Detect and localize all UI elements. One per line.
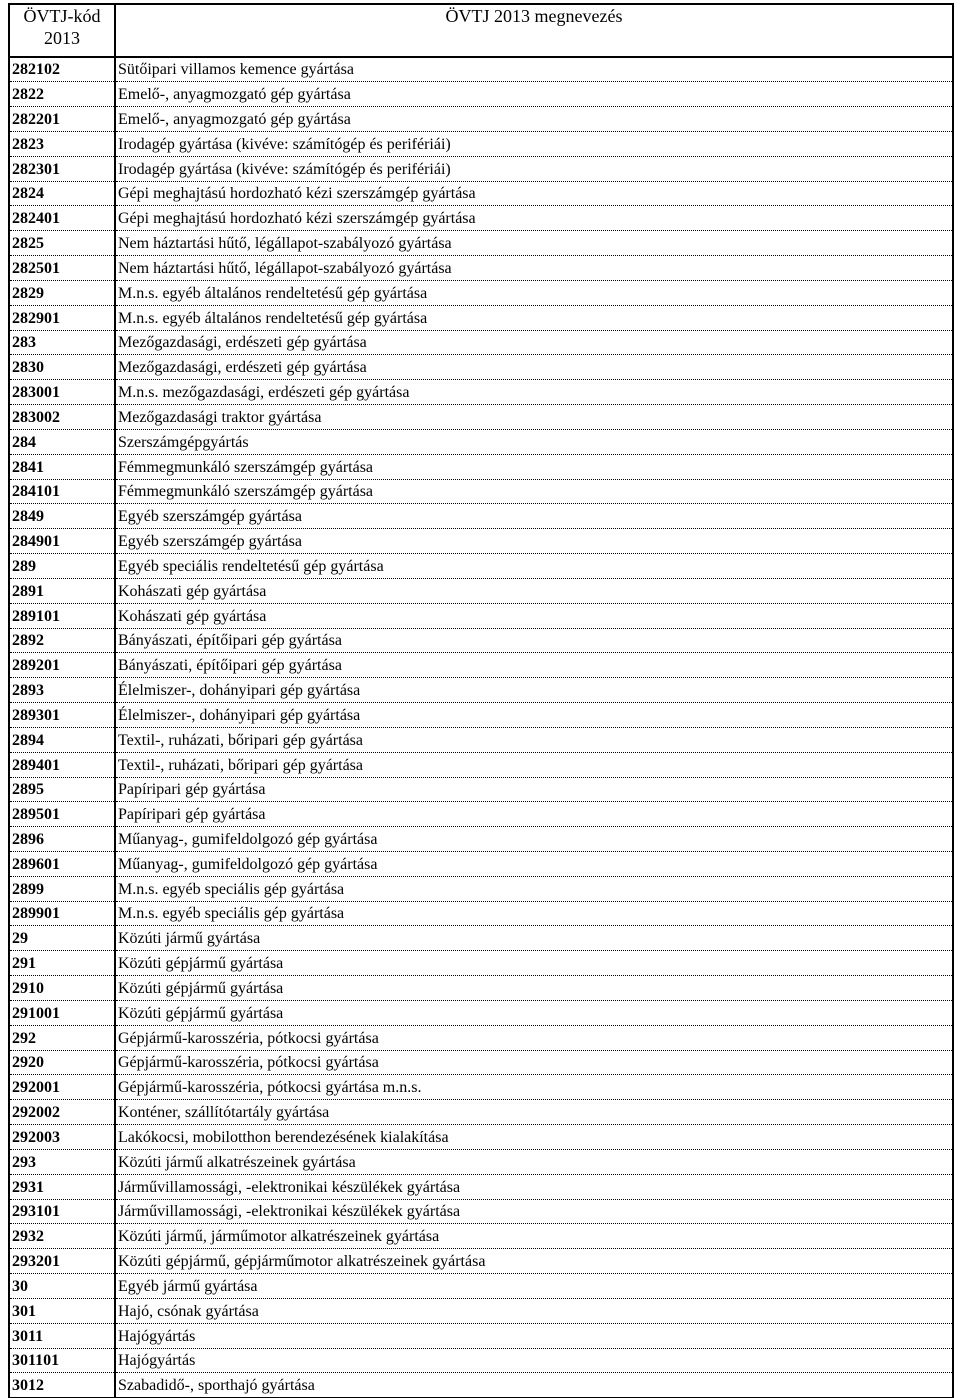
table-row <box>9 355 953 380</box>
row-code: 2841 <box>9 454 115 479</box>
table-row <box>9 1125 953 1150</box>
table-row <box>9 231 953 256</box>
row-name: Nem háztartási hűtő, légállapot-szabályozó gyártása <box>115 256 953 281</box>
table-row <box>9 156 953 181</box>
row-name: Bányászati, építőipari gép gyártása <box>115 653 953 678</box>
row-name: M.n.s. egyéb általános rendeltetésű gép gyártása <box>115 280 953 305</box>
table-row <box>9 1323 953 1348</box>
table-row <box>9 1000 953 1025</box>
row-name: Mezőgazdasági, erdészeti gép gyártása <box>115 355 953 380</box>
row-code: 284901 <box>9 529 115 554</box>
row-code: 29 <box>9 926 115 951</box>
row-code: 291 <box>9 951 115 976</box>
row-name: Élelmiszer-, dohányipari gép gyártása <box>115 678 953 703</box>
row-name: Konténer, szállítótartály gyártása <box>115 1100 953 1125</box>
table-row <box>9 380 953 405</box>
table-row <box>9 405 953 430</box>
table-header-row <box>9 4 953 57</box>
row-name: Egyéb speciális rendeltetésű gép gyártása <box>115 554 953 579</box>
row-name: Kohászati gép gyártása <box>115 603 953 628</box>
table-row <box>9 206 953 231</box>
row-code: 282102 <box>9 57 115 82</box>
row-code: 292002 <box>9 1100 115 1125</box>
row-name: Papíripari gép gyártása <box>115 802 953 827</box>
table-row <box>9 901 953 926</box>
row-name: Emelő-, anyagmozgató gép gyártása <box>115 82 953 107</box>
row-code: 2895 <box>9 777 115 802</box>
table-row <box>9 131 953 156</box>
code-header-title: ÖVTJ-kód <box>23 6 101 26</box>
row-code: 301101 <box>9 1348 115 1373</box>
row-name: Műanyag-, gumifeldolgozó gép gyártása <box>115 852 953 877</box>
row-name: Emelő-, anyagmozgató gép gyártása <box>115 107 953 132</box>
row-code: 292 <box>9 1025 115 1050</box>
row-code: 282501 <box>9 256 115 281</box>
row-code: 283001 <box>9 380 115 405</box>
row-name: Irodagép gyártása (kivéve: számítógép és perifériái) <box>115 131 953 156</box>
row-name: Közúti jármű gyártása <box>115 926 953 951</box>
row-code: 2910 <box>9 976 115 1001</box>
table-row <box>9 479 953 504</box>
row-name: Szerszámgépgyártás <box>115 429 953 454</box>
row-name: Textil-, ruházati, bőripari gép gyártása <box>115 727 953 752</box>
row-name: Élelmiszer-, dohányipari gép gyártása <box>115 703 953 728</box>
row-name: Közúti jármű, járműmotor alkatrészeinek gyártása <box>115 1224 953 1249</box>
row-name: Gépi meghajtású hordozható kézi szerszámgép gyártása <box>115 181 953 206</box>
table-row <box>9 1274 953 1299</box>
row-code: 3011 <box>9 1323 115 1348</box>
row-name: M.n.s. egyéb speciális gép gyártása <box>115 901 953 926</box>
name-column-header: ÖVTJ 2013 megnevezés <box>115 4 953 57</box>
table-row <box>9 827 953 852</box>
row-code: 293201 <box>9 1249 115 1274</box>
table-row <box>9 305 953 330</box>
row-code: 283 <box>9 330 115 355</box>
row-name: Nem háztartási hűtő, légállapot-szabályozó gyártása <box>115 231 953 256</box>
classification-table <box>8 3 954 1398</box>
row-code: 289201 <box>9 653 115 678</box>
row-code: 282401 <box>9 206 115 231</box>
table-row <box>9 976 953 1001</box>
row-code: 2932 <box>9 1224 115 1249</box>
row-code: 289501 <box>9 802 115 827</box>
table-row <box>9 429 953 454</box>
row-name: Mezőgazdasági traktor gyártása <box>115 405 953 430</box>
table-row <box>9 802 953 827</box>
row-code: 301 <box>9 1298 115 1323</box>
row-name: Közúti gépjármű, gépjárműmotor alkatrészeinek gyártása <box>115 1249 953 1274</box>
table-row <box>9 1298 953 1323</box>
row-code: 289401 <box>9 752 115 777</box>
row-name: Bányászati, építőipari gép gyártása <box>115 628 953 653</box>
table-row <box>9 603 953 628</box>
table-row <box>9 852 953 877</box>
row-code: 283002 <box>9 405 115 430</box>
table-row <box>9 876 953 901</box>
table-row <box>9 1249 953 1274</box>
row-name: Műanyag-, gumifeldolgozó gép gyártása <box>115 827 953 852</box>
table-row <box>9 1174 953 1199</box>
row-name: Járművillamossági, -elektronikai készülékek gyártása <box>115 1174 953 1199</box>
table-row <box>9 1149 953 1174</box>
table-row <box>9 951 953 976</box>
row-name: Kohászati gép gyártása <box>115 578 953 603</box>
row-code: 2894 <box>9 727 115 752</box>
row-name: Sütőipari villamos kemence gyártása <box>115 57 953 82</box>
row-code: 284101 <box>9 479 115 504</box>
code-column-header <box>9 4 115 57</box>
row-name: Egyéb szerszámgép gyártása <box>115 529 953 554</box>
row-code: 2896 <box>9 827 115 852</box>
row-code: 2893 <box>9 678 115 703</box>
row-name: Gépjármű-karosszéria, pótkocsi gyártása <box>115 1025 953 1050</box>
row-name: Lakókocsi, mobilotthon berendezésének kialakítása <box>115 1125 953 1150</box>
row-name: Gépjármű-karosszéria, pótkocsi gyártása <box>115 1050 953 1075</box>
row-code: 293 <box>9 1149 115 1174</box>
row-name: Közúti gépjármű gyártása <box>115 976 953 1001</box>
table-row <box>9 752 953 777</box>
row-code: 2825 <box>9 231 115 256</box>
row-code: 2931 <box>9 1174 115 1199</box>
table-row <box>9 107 953 132</box>
table-row <box>9 653 953 678</box>
table-row <box>9 727 953 752</box>
table-row <box>9 1199 953 1224</box>
table-row <box>9 82 953 107</box>
table-row <box>9 578 953 603</box>
table-body <box>9 57 953 1398</box>
table-row <box>9 1050 953 1075</box>
row-name: Egyéb jármű gyártása <box>115 1274 953 1299</box>
row-code: 282301 <box>9 156 115 181</box>
table-row <box>9 554 953 579</box>
row-code: 289 <box>9 554 115 579</box>
row-name: Fémmegmunkáló szerszámgép gyártása <box>115 479 953 504</box>
row-code: 30 <box>9 1274 115 1299</box>
row-code: 293101 <box>9 1199 115 1224</box>
row-code: 2849 <box>9 504 115 529</box>
table-row <box>9 678 953 703</box>
row-code: 289101 <box>9 603 115 628</box>
row-code: 282201 <box>9 107 115 132</box>
row-name: M.n.s. mezőgazdasági, erdészeti gép gyártása <box>115 380 953 405</box>
row-code: 2892 <box>9 628 115 653</box>
table-row <box>9 330 953 355</box>
row-code: 2830 <box>9 355 115 380</box>
row-code: 3012 <box>9 1373 115 1398</box>
row-code: 2823 <box>9 131 115 156</box>
row-code: 289301 <box>9 703 115 728</box>
row-name: M.n.s. egyéb általános rendeltetésű gép gyártása <box>115 305 953 330</box>
row-name: Textil-, ruházati, bőripari gép gyártása <box>115 752 953 777</box>
row-code: 289601 <box>9 852 115 877</box>
row-name: Hajó, csónak gyártása <box>115 1298 953 1323</box>
table-row <box>9 628 953 653</box>
row-code: 2920 <box>9 1050 115 1075</box>
row-name: Közúti jármű alkatrészeinek gyártása <box>115 1149 953 1174</box>
row-code: 284 <box>9 429 115 454</box>
table-row <box>9 1224 953 1249</box>
row-name: Mezőgazdasági, erdészeti gép gyártása <box>115 330 953 355</box>
table-row <box>9 1348 953 1373</box>
row-name: M.n.s. egyéb speciális gép gyártása <box>115 876 953 901</box>
table-row <box>9 703 953 728</box>
row-name: Irodagép gyártása (kivéve: számítógép és perifériái) <box>115 156 953 181</box>
table-row <box>9 1025 953 1050</box>
table-row <box>9 181 953 206</box>
row-name: Közúti gépjármű gyártása <box>115 1000 953 1025</box>
table-row <box>9 504 953 529</box>
table-row <box>9 1100 953 1125</box>
table-row <box>9 280 953 305</box>
row-code: 292001 <box>9 1075 115 1100</box>
row-name: Hajógyártás <box>115 1348 953 1373</box>
row-code: 2829 <box>9 280 115 305</box>
row-name: Szabadidő-, sporthajó gyártása <box>115 1373 953 1398</box>
table-row <box>9 926 953 951</box>
row-code: 2891 <box>9 578 115 603</box>
row-name: Gépjármű-karosszéria, pótkocsi gyártása m.n.s. <box>115 1075 953 1100</box>
row-code: 2899 <box>9 876 115 901</box>
row-name: Közúti gépjármű gyártása <box>115 951 953 976</box>
row-name: Papíripari gép gyártása <box>115 777 953 802</box>
document-page <box>8 3 954 1398</box>
row-code: 2822 <box>9 82 115 107</box>
row-name: Gépi meghajtású hordozható kézi szerszámgép gyártása <box>115 206 953 231</box>
row-name: Járművillamossági, -elektronikai készülékek gyártása <box>115 1199 953 1224</box>
row-code: 292003 <box>9 1125 115 1150</box>
table-row <box>9 57 953 82</box>
code-header-year: 2013 <box>44 28 80 48</box>
row-code: 291001 <box>9 1000 115 1025</box>
table-row <box>9 454 953 479</box>
table-row <box>9 529 953 554</box>
row-name: Hajógyártás <box>115 1323 953 1348</box>
row-code: 282901 <box>9 305 115 330</box>
table-row <box>9 256 953 281</box>
table-row <box>9 777 953 802</box>
row-name: Egyéb szerszámgép gyártása <box>115 504 953 529</box>
row-code: 289901 <box>9 901 115 926</box>
row-name: Fémmegmunkáló szerszámgép gyártása <box>115 454 953 479</box>
row-code: 2824 <box>9 181 115 206</box>
table-row <box>9 1075 953 1100</box>
